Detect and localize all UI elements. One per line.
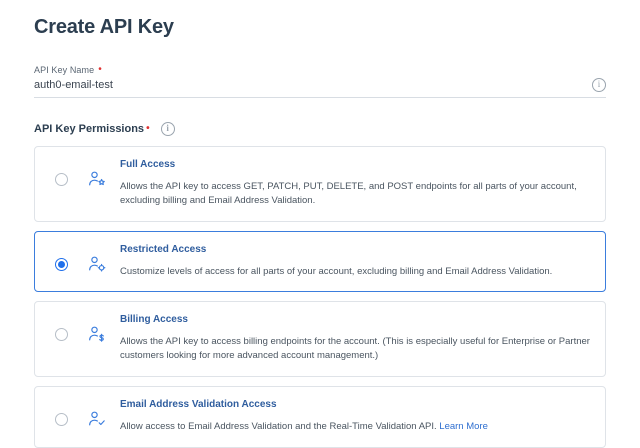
permission-option-body	[120, 314, 591, 363]
permission-option-restricted-access[interactable]	[34, 231, 606, 293]
option-description: Customize levels of access for all parts of your account, excluding billing and Email Address Validation.	[120, 265, 553, 277]
option-title: Full Access	[120, 159, 176, 170]
permission-option-body	[120, 244, 591, 279]
radio-restricted-access[interactable]	[55, 258, 68, 271]
radio-email-address-validation-access[interactable]	[55, 413, 68, 426]
user-dollar-icon	[86, 324, 108, 344]
permission-option-email-address-validation-access[interactable]	[34, 386, 606, 448]
user-check-icon	[86, 409, 108, 429]
required-marker-icon: •	[98, 64, 102, 75]
api-key-name-input-row[interactable]	[34, 78, 606, 98]
user-star-icon	[86, 169, 108, 189]
option-title: Billing Access	[120, 314, 188, 326]
permissions-info-icon[interactable]: i	[161, 122, 175, 136]
api-key-permissions-header	[34, 122, 606, 136]
permission-option-body	[120, 159, 591, 208]
permission-options-list	[34, 146, 606, 448]
api-key-name-field-block	[34, 65, 606, 98]
api-key-name-label: API Key Name	[34, 65, 95, 75]
learn-more-link[interactable]: Learn More	[439, 420, 488, 432]
page-title: Create API Key	[34, 16, 174, 38]
api-key-name-input[interactable]	[34, 79, 586, 91]
option-title: Restricted Access	[120, 243, 207, 255]
permission-option-body	[120, 399, 591, 434]
option-description	[120, 420, 591, 434]
option-description-text: Allow access to Email Address Validation and the Real-Time Validation API.	[120, 420, 440, 432]
permission-option-billing-access[interactable]	[34, 301, 606, 377]
user-gear-icon	[86, 254, 108, 274]
radio-billing-access[interactable]	[55, 328, 68, 341]
option-description: Allows the API key to access billing endpoints for the account. (This is especially useful for Enterprise or Partner customers looking for more advanced account management.)	[120, 336, 590, 362]
option-title: Email Address Validation Access	[120, 398, 277, 410]
option-description: Allows the API key to access GET, PATCH, PUT, DELETE, and POST endpoints for all parts of your account, excluding billing and Email Address Validation.	[120, 181, 577, 206]
required-marker-icon: •	[146, 123, 150, 134]
api-key-name-label-row	[34, 65, 606, 75]
api-key-permissions-label: API Key Permissions	[34, 123, 145, 135]
radio-full-access[interactable]	[55, 173, 68, 186]
info-icon[interactable]: i	[592, 78, 606, 92]
permission-option-full-access[interactable]	[34, 146, 606, 222]
